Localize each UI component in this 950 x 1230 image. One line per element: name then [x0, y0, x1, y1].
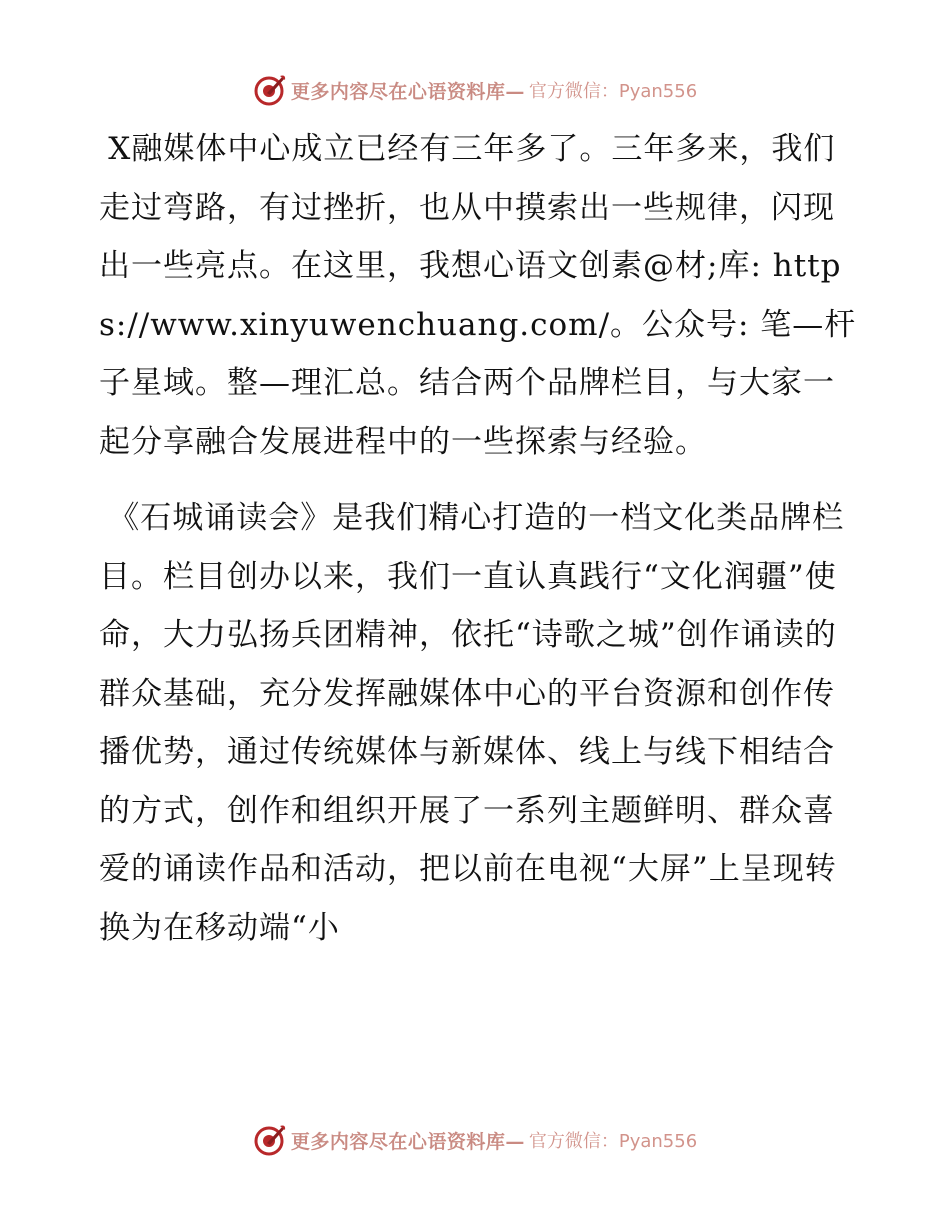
- banner-wechat-text: 官方微信：Pyan556: [528, 1131, 698, 1152]
- banner-main-text: 更多内容尽在心语资料库—: [290, 80, 525, 103]
- banner-main-text: 更多内容尽在心语资料库—: [290, 1130, 525, 1153]
- paragraph-shicheng-reading: 《石城诵读会》是我们精心打造的一档文化类品牌栏目。栏目创办以来，我们一直认真践行“文化润疆”使命，大力弘扬兵团精神，依托“诗歌之城”创作诵读的群众基础，充分发挥融媒体中心的平台资源和创作传播优势，通过传统媒体与新媒体、线上与线下相结合的方式，创作和组织开展了一系列主题鲜明、群众喜爱的诵读作品和活动，把以前在电视“大屏”上呈现转换为在移动端“小: [99, 500, 845, 946]
- quill-pen-logo-icon: [253, 1123, 287, 1157]
- paragraph-intro: X融媒体中心成立已经有三年多了。三年多来，我们走过弯路，有过挫折，也从中摸索出一些规律，闪现出一些亮点。在这里，我想心语文创素@材;库: https://www.xinyuwenchuang.com/。公众号: 笔—杆子星域。整—理汇总。结合两个品牌栏目，与大家一起分享融合发展进程中的一些探索与经验。: [99, 131, 857, 460]
- banner-wechat-text: 官方微信：Pyan556: [528, 81, 698, 102]
- document-body: [99, 120, 859, 975]
- header-banner: [0, 70, 950, 110]
- quill-pen-logo-icon: [253, 73, 287, 107]
- footer-banner: [0, 1120, 950, 1160]
